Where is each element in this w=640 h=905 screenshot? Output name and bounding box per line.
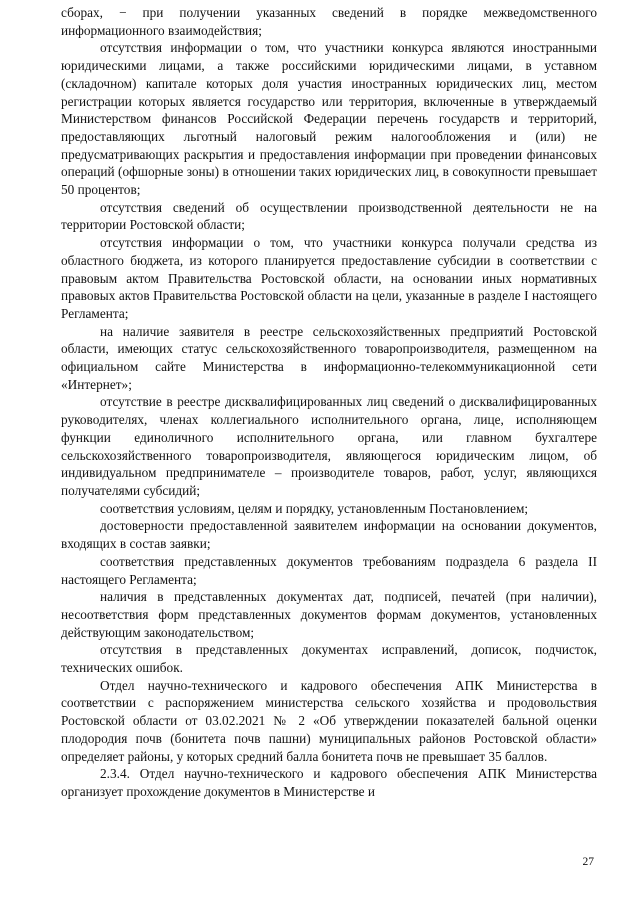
paragraph-12: Отдел научно-технического и кадрового обеспечения АПК Министерства в соответствии с распоряжением министерства сельского хозяйства и продовольствия Ростовской области от 03.02.2021 № 2 «Об утверждении показателей бальной оценки плодородия почв (бонитета почв пашни) муниципальных районов Ростовской области» определяет районы, у которых средний балла бонитета почв не превышает 35 баллов. (61, 677, 597, 764)
paragraph-2: отсутствия информации о том, что участники конкурса являются иностранными юридическими лицами, а также российскими юридическими лицами, в уставном (складочном) капитале которых доля участия иностранных юридических лиц, местом регистрации которых является государство или территория, включенные в утверждаемый Министерством финансов Российской Федерации перечень государств и территорий, предоставляющих льготный налоговый режим налогообложения и (или) не предусматривающих раскрытия и предоставления информации при проведении финансовых операций (офшорные зоны) в отношении таких юридических лиц, в совокупности превышает 50 процентов; (61, 40, 597, 198)
page-number: 27 (582, 856, 594, 868)
paragraph-11: отсутствия в представленных документах исправлений, дописок, подчисток, технических ошибок. (61, 642, 597, 676)
paragraph-10: наличия в представленных документах дат, подписей, печатей (при наличии), несоответствия форм представленных документов формам документов, установленных действующим законодательством; (61, 589, 597, 640)
paragraph-4: отсутствия информации о том, что участники конкурса получали средства из областного бюджета, из которого планируется предоставление субсидии в соответствии с правовым актом Правительства Ростовской области, на основании иных нормативных правовых актов Правительства Ростовской области на цели, указанные в разделе I настоящего Регламента; (61, 235, 597, 321)
paragraph-5: на наличие заявителя в реестре сельскохозяйственных предприятий Ростовской области, имеющих статус сельскохозяйственного товаропроизводителя, размещенном на официальном сайте Министерства в информационно-телекоммуникационной сети «Интернет»; (61, 323, 597, 392)
paragraph-9: соответствия представленных документов требованиям подраздела 6 раздела II настоящего Регламента; (61, 553, 597, 587)
paragraph-6: отсутствие в реестре дисквалифицированных лиц сведений о дисквалифицированных руководителях, членах коллегиального исполнительного органа, лице, исполняющем функции единоличного исполнительного органа, или главном бухгалтере сельскохозяйственного товаропроизводителя, являющегося юридическим лицом, об индивидуальном предпринимателе – производителе товаров, работ, услуг, являющихся получателями субсидий; (61, 394, 597, 498)
paragraph-13: 2.3.4. Отдел научно-технического и кадрового обеспечения АПК Министерства организует прохождение документов в Министерстве и (61, 766, 597, 799)
document-body (61, 4, 597, 801)
paragraph-8: достоверности предоставленной заявителем информации на основании документов, входящих в состав заявки; (61, 518, 597, 552)
paragraph-3: отсутствия сведений об осуществлении производственной деятельности не на территории Ростовской области; (61, 199, 597, 233)
paragraph-1: сборах, − при получении указанных сведений в порядке межведомственного информационного взаимодействия; (61, 5, 597, 38)
paragraph-7: соответствия условиям, целям и порядку, установленным Постановлением; (100, 500, 529, 516)
